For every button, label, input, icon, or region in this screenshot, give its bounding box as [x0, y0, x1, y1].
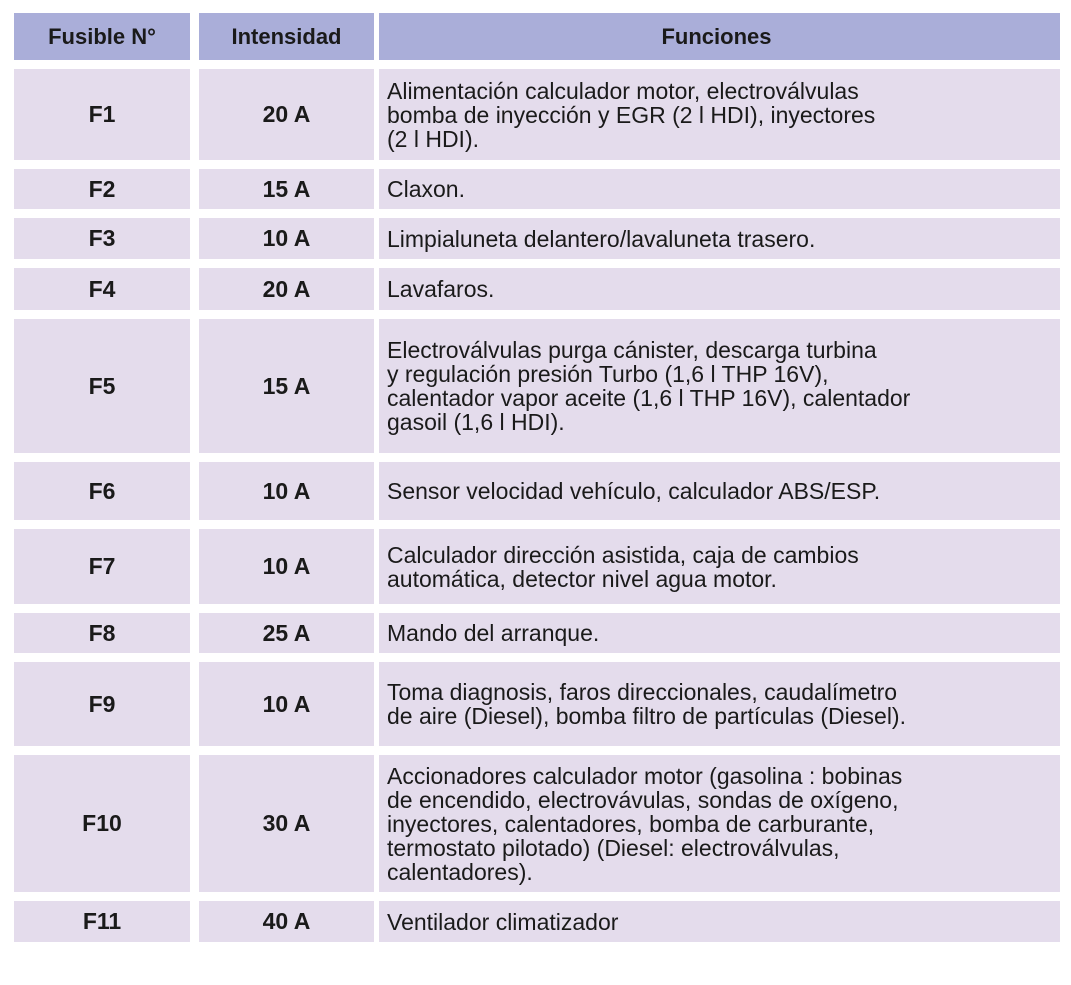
function-cell: [379, 529, 1060, 604]
fuse-number-cell: F9: [14, 662, 190, 746]
fuse-number-cell: F7: [14, 529, 190, 604]
table-row: [14, 218, 1060, 259]
function-cell: [379, 319, 1060, 453]
function-cell: [379, 662, 1060, 746]
intensity-cell: 30 A: [199, 755, 374, 892]
function-cell: [379, 901, 1060, 942]
function-cell: [379, 462, 1060, 520]
fuse-number-cell: F5: [14, 319, 190, 453]
function-cell: [379, 613, 1060, 653]
fuse-table: [14, 13, 1060, 942]
table-body: [14, 60, 1060, 942]
function-text: Limpialuneta delantero/lavaluneta trasero.: [387, 225, 816, 252]
intensity-cell: 20 A: [199, 268, 374, 310]
header-intensity: Intensidad: [199, 13, 374, 60]
function-text: Accionadores calculador motor (gasolina : bobinas de encendido, electrovávulas, sondas de oxígeno, inyectores, calentadores, bomba de carburante, termostato pilotado) (Diesel: electroválvulas, calentadores).: [387, 762, 903, 885]
table-row: [14, 529, 1060, 604]
table-row: [14, 613, 1060, 653]
table-row: [14, 268, 1060, 310]
function-text: Alimentación calculador motor, electroválvulas bomba de inyección y EGR (2 l HDI), inyectores (2 l HDI).: [387, 77, 876, 152]
intensity-cell: 25 A: [199, 613, 374, 653]
header-fuse-number: Fusible N°: [14, 13, 190, 60]
function-text: Sensor velocidad vehículo, calculador ABS/ESP.: [387, 478, 881, 504]
intensity-cell: 10 A: [199, 529, 374, 604]
function-cell: [379, 169, 1060, 209]
table-row: [14, 662, 1060, 746]
function-cell: [379, 218, 1060, 259]
function-cell: [379, 69, 1060, 160]
intensity-cell: 20 A: [199, 69, 374, 160]
intensity-cell: 40 A: [199, 901, 374, 942]
function-text: Calculador dirección asistida, caja de cambios automática, detector nivel agua motor.: [387, 541, 859, 592]
table-row: [14, 319, 1060, 453]
fuse-number-cell: F8: [14, 613, 190, 653]
table-row: [14, 462, 1060, 520]
fuse-number-cell: F2: [14, 169, 190, 209]
table-row: [14, 901, 1060, 942]
intensity-cell: 10 A: [199, 662, 374, 746]
table-header-row: [14, 13, 1060, 60]
intensity-cell: 10 A: [199, 462, 374, 520]
table-row: [14, 169, 1060, 209]
fuse-number-cell: F1: [14, 69, 190, 160]
header-functions: Funciones: [379, 13, 1060, 60]
intensity-cell: 15 A: [199, 169, 374, 209]
fuse-number-cell: F3: [14, 218, 190, 259]
intensity-cell: 10 A: [199, 218, 374, 259]
function-cell: [379, 755, 1060, 892]
table-row: [14, 755, 1060, 892]
fuse-number-cell: F4: [14, 268, 190, 310]
function-text: Lavafaros.: [387, 276, 495, 302]
fuse-number-cell: F11: [14, 901, 190, 942]
table-row: [14, 69, 1060, 160]
function-text: Toma diagnosis, faros direccionales, caudalímetro de aire (Diesel), bomba filtro de partículas (Diesel).: [387, 679, 906, 729]
fuse-number-cell: F10: [14, 755, 190, 892]
intensity-cell: 15 A: [199, 319, 374, 453]
function-text: Electroválvulas purga cánister, descarga turbina y regulación presión Turbo (1,6 l THP 16V), calentador vapor aceite (1,6 l THP 16V), calentador gasoil (1,6 l HDI).: [387, 337, 911, 435]
function-text: Claxon.: [387, 176, 465, 202]
fuse-number-cell: F6: [14, 462, 190, 520]
function-text: Ventilador climatizador: [387, 908, 619, 935]
function-cell: [379, 268, 1060, 310]
function-text: Mando del arranque.: [387, 620, 600, 646]
